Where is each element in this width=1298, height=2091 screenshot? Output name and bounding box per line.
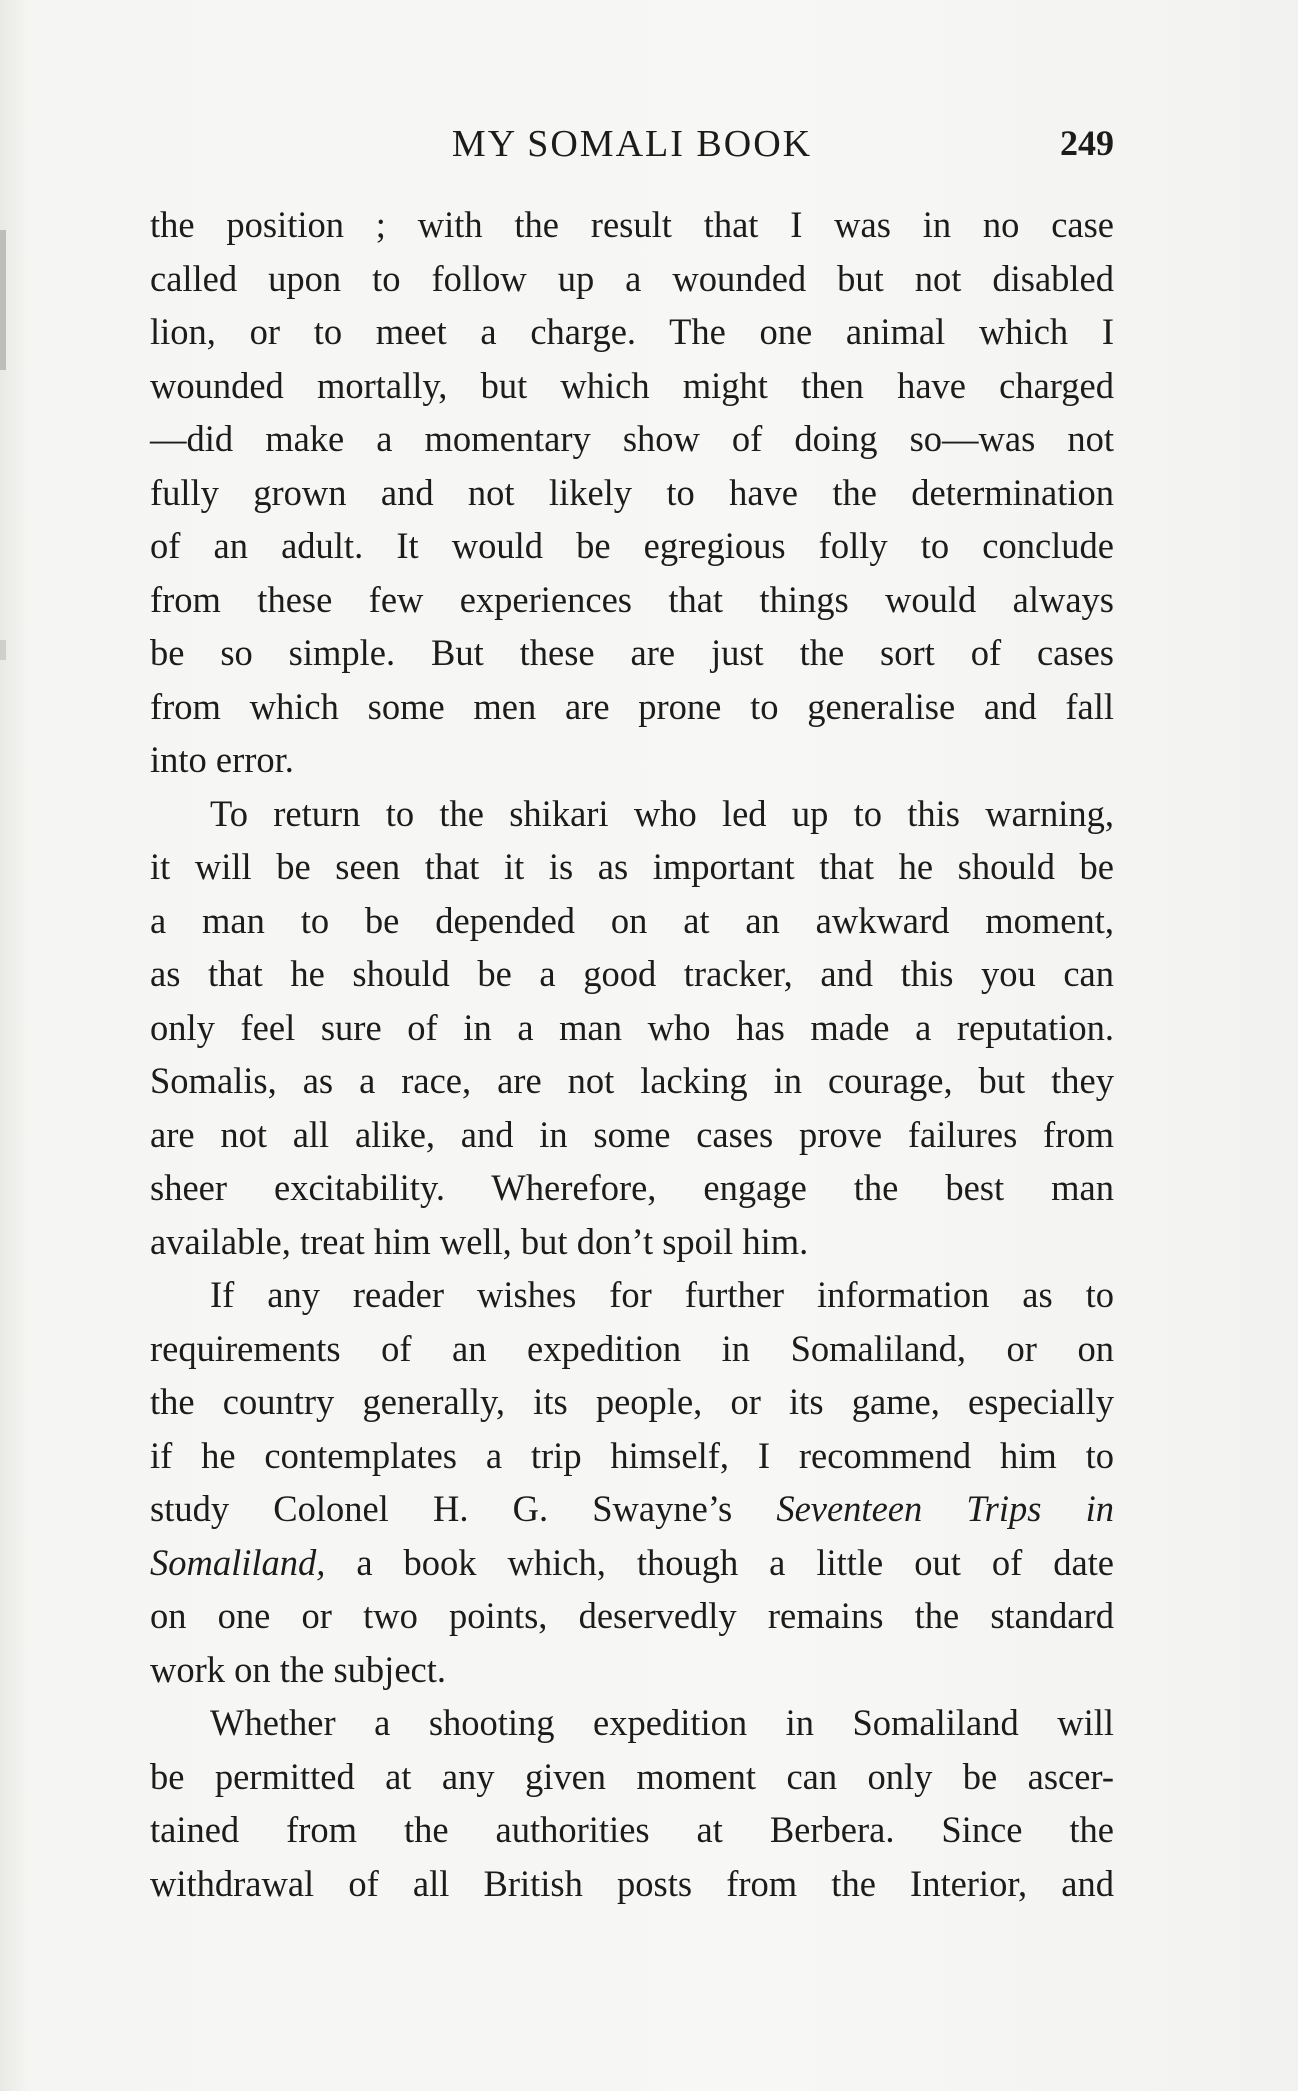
text-line: from which some men are prone to generalise and fall xyxy=(150,685,1114,727)
text-line: a man to be depended on at an awkward moment, xyxy=(150,899,1114,941)
text-line: Somaliland, a book which, though a little out of date xyxy=(150,1541,1114,1583)
gutter-shadow xyxy=(0,640,6,660)
text-line: requirements of an expedition in Somaliland, or on xyxy=(150,1327,1114,1369)
text-line: wounded mortally, but which might then have charged xyxy=(150,364,1114,406)
text-line: sheer excitability. Wherefore, engage the best man xyxy=(150,1167,1114,1208)
text-line: fully grown and not likely to have the determination xyxy=(150,471,1114,513)
text-line: Whether a shooting expedition in Somaliland will xyxy=(210,1702,1114,1743)
text-line: into error. xyxy=(150,739,294,780)
text-line: it will be seen that it is as important that he should be xyxy=(150,846,1114,887)
text-line: from these few experiences that things would always xyxy=(150,578,1114,620)
text-line: of an adult. It would be egregious folly to conclude xyxy=(150,525,1114,566)
text-line: only feel sure of in a man who has made a reputation. xyxy=(150,1006,1114,1048)
text-line: are not all alike, and in some cases prove failures from xyxy=(150,1113,1114,1155)
running-head xyxy=(150,122,1114,172)
book-title-italic: Somaliland, xyxy=(150,1541,326,1583)
text-line: be so simple. But these are just the sort of cases xyxy=(150,632,1114,673)
body-text xyxy=(150,198,1114,1910)
text-line: if he contemplates a trip himself, I recommend him to xyxy=(150,1434,1114,1476)
text-line: withdrawal of all British posts from the Interior, and xyxy=(150,1862,1114,1904)
text-line: work on the subject. xyxy=(150,1648,446,1690)
book-title-italic: Seventeen Trips in xyxy=(776,1488,1115,1529)
gutter-shadow xyxy=(0,230,6,370)
text-line: —did make a momentary show of doing so—was not xyxy=(150,418,1114,459)
text-line: If any reader wishes for further information as to xyxy=(210,1274,1114,1315)
text-line: available, treat him well, but don’t spoil him. xyxy=(150,1220,809,1262)
page-number: 249 xyxy=(1060,123,1114,163)
text-line: To return to the shikari who led up to this warning, xyxy=(210,792,1114,834)
text-line: tained from the authorities at Berbera. Since the xyxy=(150,1809,1114,1850)
text-line: Somalis, as a race, are not lacking in courage, but they xyxy=(150,1060,1114,1101)
text-line: the position ; with the result that I was in no case xyxy=(150,204,1114,245)
text-line: lion, or to meet a charge. The one animal which I xyxy=(150,311,1114,352)
running-title: MY SOMALI BOOK xyxy=(451,123,813,165)
text-line: as that he should be a good tracker, and this you can xyxy=(150,953,1114,994)
text-line: be permitted at any given moment can only be ascer- xyxy=(150,1755,1114,1797)
text-line: the country generally, its people, or its game, especially xyxy=(150,1381,1114,1422)
text-line: study Colonel H. G. Swayne’s Seventeen Trips in xyxy=(150,1488,1115,1529)
text-line: on one or two points, deservedly remains the standard xyxy=(150,1595,1114,1636)
text-line: called upon to follow up a wounded but not disabled xyxy=(150,257,1114,299)
